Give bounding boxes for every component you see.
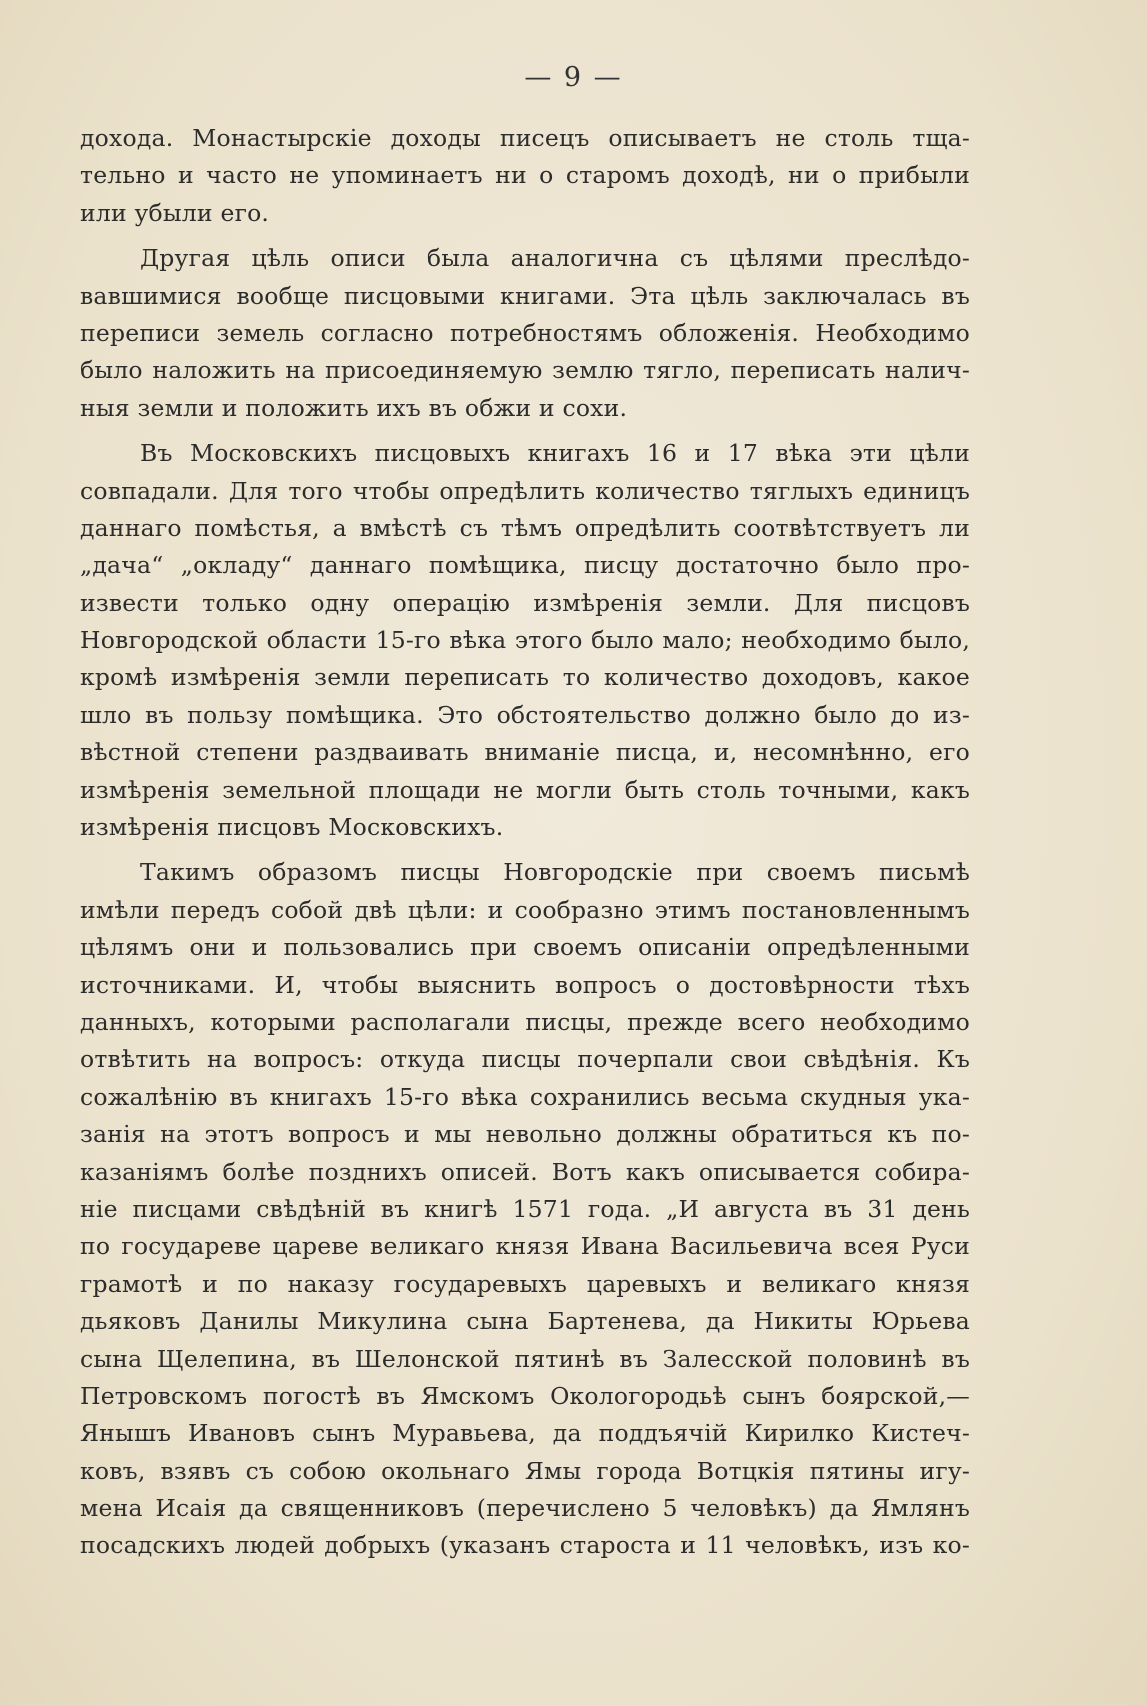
text-line: Петровскомъ погостѣ въ Ямскомъ Окологородьѣ сынъ боярской,— — [80, 1381, 970, 1410]
text-line: вавшимися вообще писцовыми книгами. Эта цѣль заключалась въ — [80, 281, 970, 310]
paragraph — [80, 435, 970, 846]
text-line: дохода. Монастырскіе доходы писецъ описываетъ не столь тща- — [80, 124, 970, 152]
paragraph — [80, 240, 970, 427]
text-line: отвѣтить на вопросъ: откуда писцы почерпали свои свѣдѣнія. Къ — [80, 1045, 970, 1074]
text-line: посадскихъ людей добрыхъ (указанъ староста и 11 человѣкъ, изъ ко- — [80, 1531, 970, 1560]
text-line: шло въ пользу помѣщика. Это обстоятельство должно было до из- — [80, 700, 970, 729]
text-line: Такимъ образомъ писцы Новгородскіе при своемъ письмѣ — [140, 858, 970, 887]
text-line: даннаго помѣстья, а вмѣстѣ съ тѣмъ опредѣлить соотвѣтствуетъ ли — [80, 513, 970, 542]
text-line: переписи земель согласно потребностямъ обложенія. Необходимо — [80, 318, 970, 347]
text-line: мена Исаія да священниковъ (перечислено 5 человѣкъ) да Ямлянъ — [80, 1494, 970, 1523]
text-line: ковъ, взявъ съ собою окольнаго Ямы города Вотцкія пятины игу- — [80, 1456, 970, 1485]
text-line: тельно и часто не упоминаетъ ни о старомъ доходѣ, ни о прибыли — [80, 161, 970, 190]
text-line: извести только одну операцію измѣренія земли. Для писцовъ — [80, 588, 970, 617]
text-line: сожалѣнію въ книгахъ 15-го вѣка сохранились весьма скудныя ука- — [80, 1082, 970, 1111]
text-line: вѣстной степени раздваивать вниманіе писца, и, несомнѣнно, его — [80, 738, 970, 767]
text-line: Другая цѣль описи была аналогична съ цѣлями преслѣдо- — [140, 244, 970, 273]
body-text — [80, 120, 970, 1565]
text-line: дьяковъ Данилы Микулина сына Бартенева, да Никиты Юрьева — [80, 1307, 970, 1336]
text-line: данныхъ, которыми располагали писцы, прежде всего необходимо — [80, 1007, 970, 1036]
text-line: „дача“ „окладу“ даннаго помѣщика, писцу достаточно было про- — [80, 551, 970, 580]
text-line: казаніямъ болѣе позднихъ описей. Вотъ какъ описывается собира- — [80, 1157, 970, 1186]
paragraph — [80, 120, 970, 232]
text-line: сына Щелепина, въ Шелонской пятинѣ въ Залесской половинѣ въ — [80, 1344, 970, 1373]
text-line: грамотѣ и по наказу государевыхъ царевыхъ и великаго князя — [80, 1269, 970, 1298]
text-line: цѣлямъ они и пользовались при своемъ описаніи опредѣленными — [80, 933, 970, 962]
text-line: измѣренія писцовъ Московскихъ. — [80, 813, 504, 842]
text-line: источниками. И, чтобы выяснить вопросъ о достовѣрности тѣхъ — [80, 970, 970, 999]
text-line: Новгородской области 15-го вѣка этого было мало; необходимо было, — [80, 626, 970, 655]
text-line: или убыли его. — [80, 198, 270, 227]
text-line: занія на этотъ вопросъ и мы невольно должны обратиться къ по- — [80, 1120, 970, 1149]
text-line: измѣренія земельной площади не могли быть столь точными, какъ — [80, 775, 970, 804]
paragraph — [80, 854, 970, 1564]
text-line: Въ Московскихъ писцовыхъ книгахъ 16 и 17 вѣка эти цѣли — [140, 439, 970, 468]
text-line: кромѣ измѣренія земли переписать то количество доходовъ, какое — [80, 663, 970, 692]
text-line: имѣли передъ собой двѣ цѣли: и сообразно этимъ постановленнымъ — [80, 895, 970, 924]
text-line: ніе писцами свѣдѣній въ книгѣ 1571 года. „И августа въ 31 день — [80, 1194, 970, 1223]
page-number: — 9 — — [524, 62, 623, 93]
text-line: Янышъ Ивановъ сынъ Муравьева, да поддъячій Кирилко Кистеч- — [80, 1419, 970, 1448]
text-line: по государеве цареве великаго князя Ивана Васильевича всея Руси — [80, 1232, 970, 1261]
text-line: было наложить на присоединяемую землю тягло, переписать налич- — [80, 356, 970, 385]
text-line: ныя земли и положить ихъ въ обжи и сохи. — [80, 393, 628, 422]
text-line: совпадали. Для того чтобы опредѣлить количество тяглыхъ единицъ — [80, 476, 970, 505]
